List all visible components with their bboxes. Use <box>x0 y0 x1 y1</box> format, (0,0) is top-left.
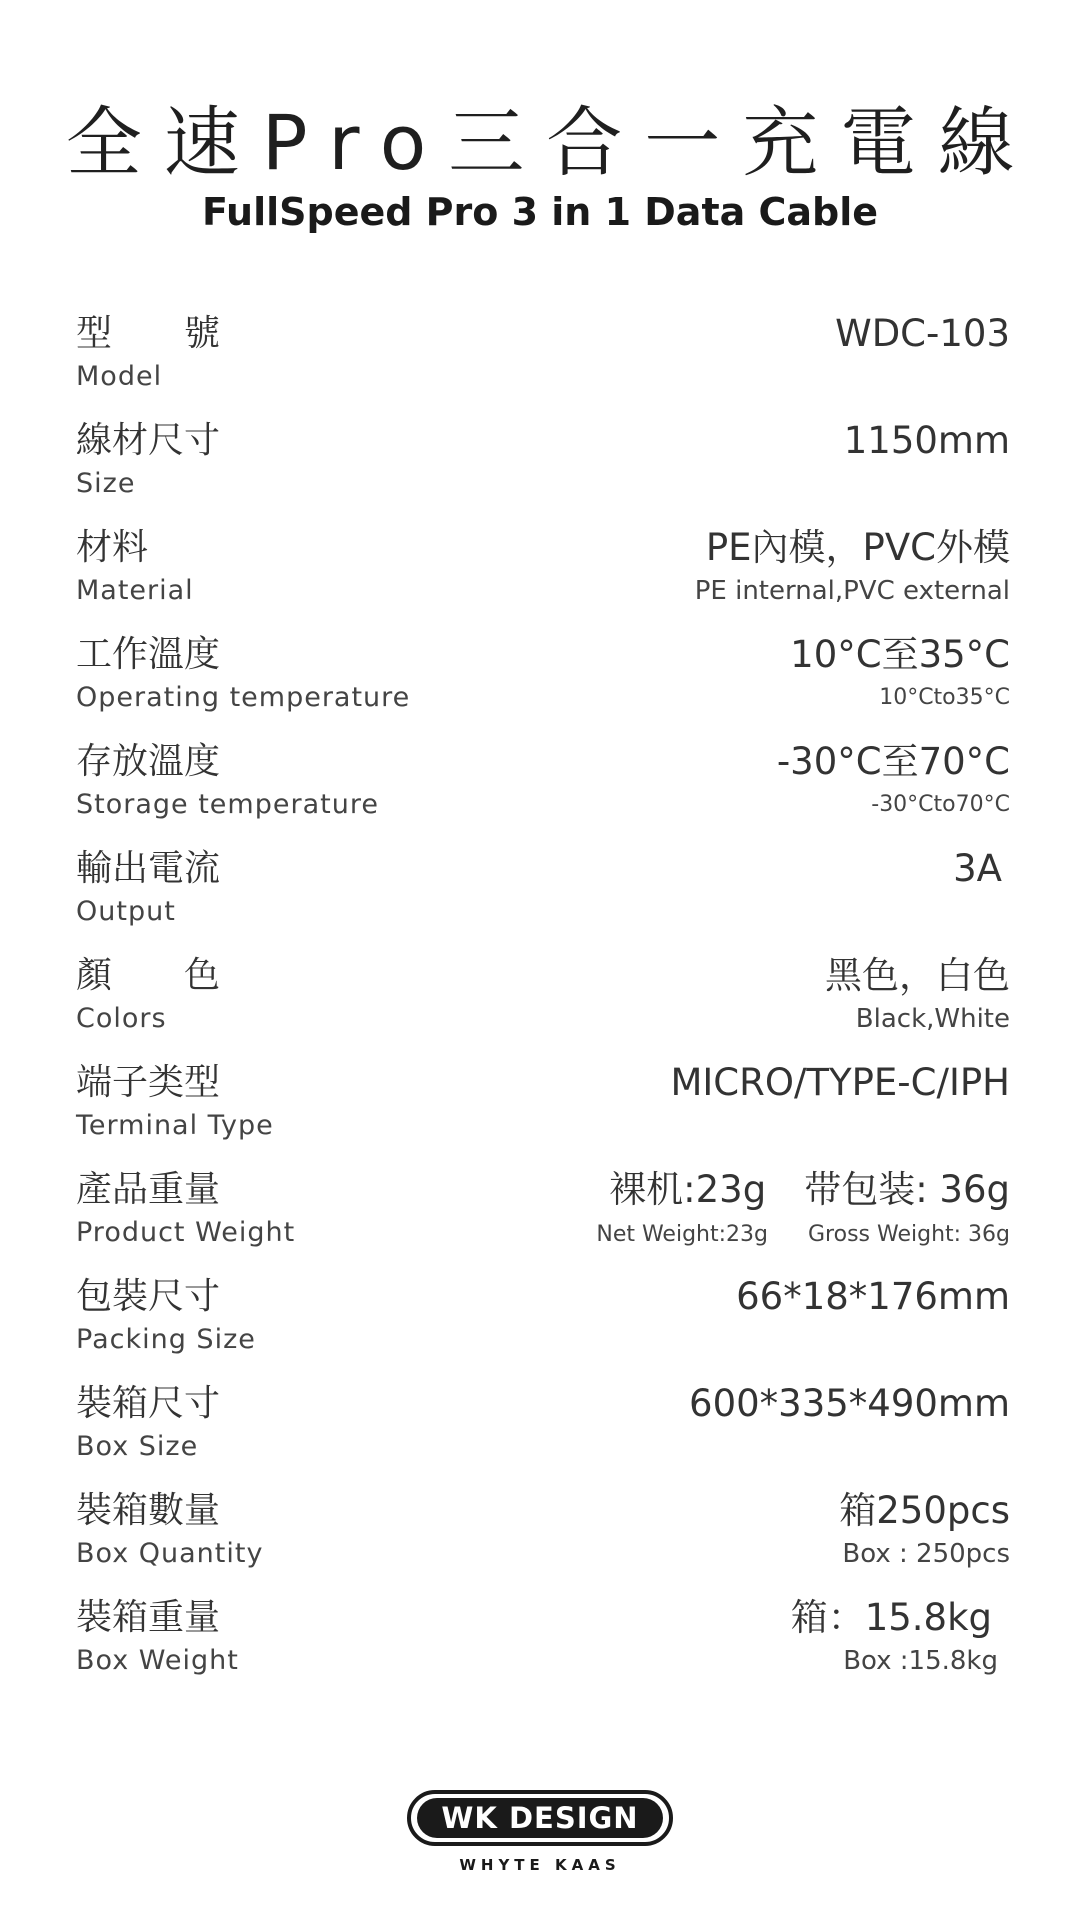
spec-value: 箱：15.8kg <box>790 1596 992 1639</box>
page-title: 全速Pro三合一充電線 <box>65 98 1037 187</box>
spec-value: 黑色，白色 <box>825 954 1010 997</box>
spec-label-zh: 型 號 <box>76 313 221 354</box>
page-subtitle: FullSpeed Pro 3 in 1 Data Cable <box>201 190 879 234</box>
logo-text: WK DESIGN <box>417 1798 662 1838</box>
spec-label-zh: 裝箱尺寸 <box>76 1383 221 1424</box>
spec-label-en: Storage temperature <box>76 789 379 820</box>
spec-label-en: Size <box>76 468 136 499</box>
spec-value-en: Box : 250pcs <box>842 1539 1010 1569</box>
spec-label-en: Box Weight <box>76 1645 239 1676</box>
spec-label-zh: 產品重量 <box>76 1169 221 1210</box>
spec-value: 箱250pcs <box>839 1489 1010 1532</box>
spec-value-en: -30°Cto70°C <box>871 792 1010 817</box>
logo-subtext: WHYTE KAAS <box>459 1856 621 1874</box>
spec-row-material <box>76 526 1010 633</box>
spec-value-en: 10°Cto35°C <box>879 685 1010 710</box>
gross-weight-value: 带包装: 36g <box>804 1168 1010 1211</box>
spec-row-model <box>76 312 1010 419</box>
logo-badge <box>407 1790 672 1846</box>
spec-row-packing-size <box>76 1275 1010 1382</box>
spec-row-operating-temperature <box>76 633 1010 740</box>
spec-label-zh: 顏 色 <box>76 955 221 996</box>
spec-label-en: Packing Size <box>76 1324 256 1355</box>
spec-row-box-weight <box>76 1596 1010 1703</box>
spec-value-en <box>596 1220 1010 1250</box>
spec-value: -30°C至70°C <box>776 740 1010 783</box>
spec-value-en: Black,White <box>855 1004 1010 1034</box>
spec-row-terminal-type <box>76 1061 1010 1168</box>
spec-value: PE內模，PVC外模 <box>705 526 1010 569</box>
spec-value <box>609 1168 1010 1212</box>
net-weight-value-en: Net Weight:23g <box>596 1222 768 1247</box>
brand-logo <box>0 1790 1080 1874</box>
spec-value-en: Box :15.8kg <box>843 1646 998 1676</box>
spec-row-box-quantity <box>76 1489 1010 1596</box>
spec-value: WDC-103 <box>835 312 1010 355</box>
spec-row-box-size <box>76 1382 1010 1489</box>
spec-value: 600*335*490mm <box>689 1382 1010 1425</box>
spec-row-product-weight <box>76 1168 1010 1275</box>
spec-label-zh: 端子类型 <box>76 1062 221 1103</box>
spec-table <box>76 312 1010 1703</box>
spec-value: 66*18*176mm <box>736 1275 1010 1318</box>
spec-label-en: Colors <box>76 1003 167 1034</box>
spec-label-zh: 包裝尺寸 <box>76 1276 221 1317</box>
spec-label-zh: 裝箱重量 <box>76 1597 221 1638</box>
spec-label-zh: 材料 <box>76 527 149 568</box>
spec-label-zh: 裝箱數量 <box>76 1490 221 1531</box>
spec-value-en: PE internal,PVC external <box>694 576 1010 606</box>
spec-label-en: Model <box>76 361 163 392</box>
spec-label-en: Terminal Type <box>76 1110 274 1141</box>
spec-row-output <box>76 847 1010 954</box>
spec-label-en: Operating temperature <box>76 682 411 713</box>
spec-value: 10°C至35°C <box>790 633 1010 676</box>
spec-label-zh: 存放溫度 <box>76 741 221 782</box>
spec-row-size <box>76 419 1010 526</box>
spec-label-zh: 輸出電流 <box>76 848 221 889</box>
gross-weight-value-en: Gross Weight: 36g <box>808 1222 1010 1247</box>
spec-label-zh: 工作溫度 <box>76 634 221 675</box>
spec-row-storage-temperature <box>76 740 1010 847</box>
net-weight-value: 裸机:23g <box>609 1168 767 1211</box>
spec-row-colors <box>76 954 1010 1061</box>
spec-label-en: Material <box>76 575 194 606</box>
spec-value: 1150mm <box>843 419 1010 462</box>
spec-label-en: Output <box>76 896 176 927</box>
spec-label-en: Box Quantity <box>76 1538 264 1569</box>
spec-label-en: Product Weight <box>76 1217 296 1248</box>
spec-value: MICRO/TYPE-C/IPH <box>670 1061 1010 1104</box>
spec-value: 3A <box>953 847 1002 890</box>
spec-label-zh: 線材尺寸 <box>76 420 221 461</box>
spec-label-en: Box Size <box>76 1431 199 1462</box>
